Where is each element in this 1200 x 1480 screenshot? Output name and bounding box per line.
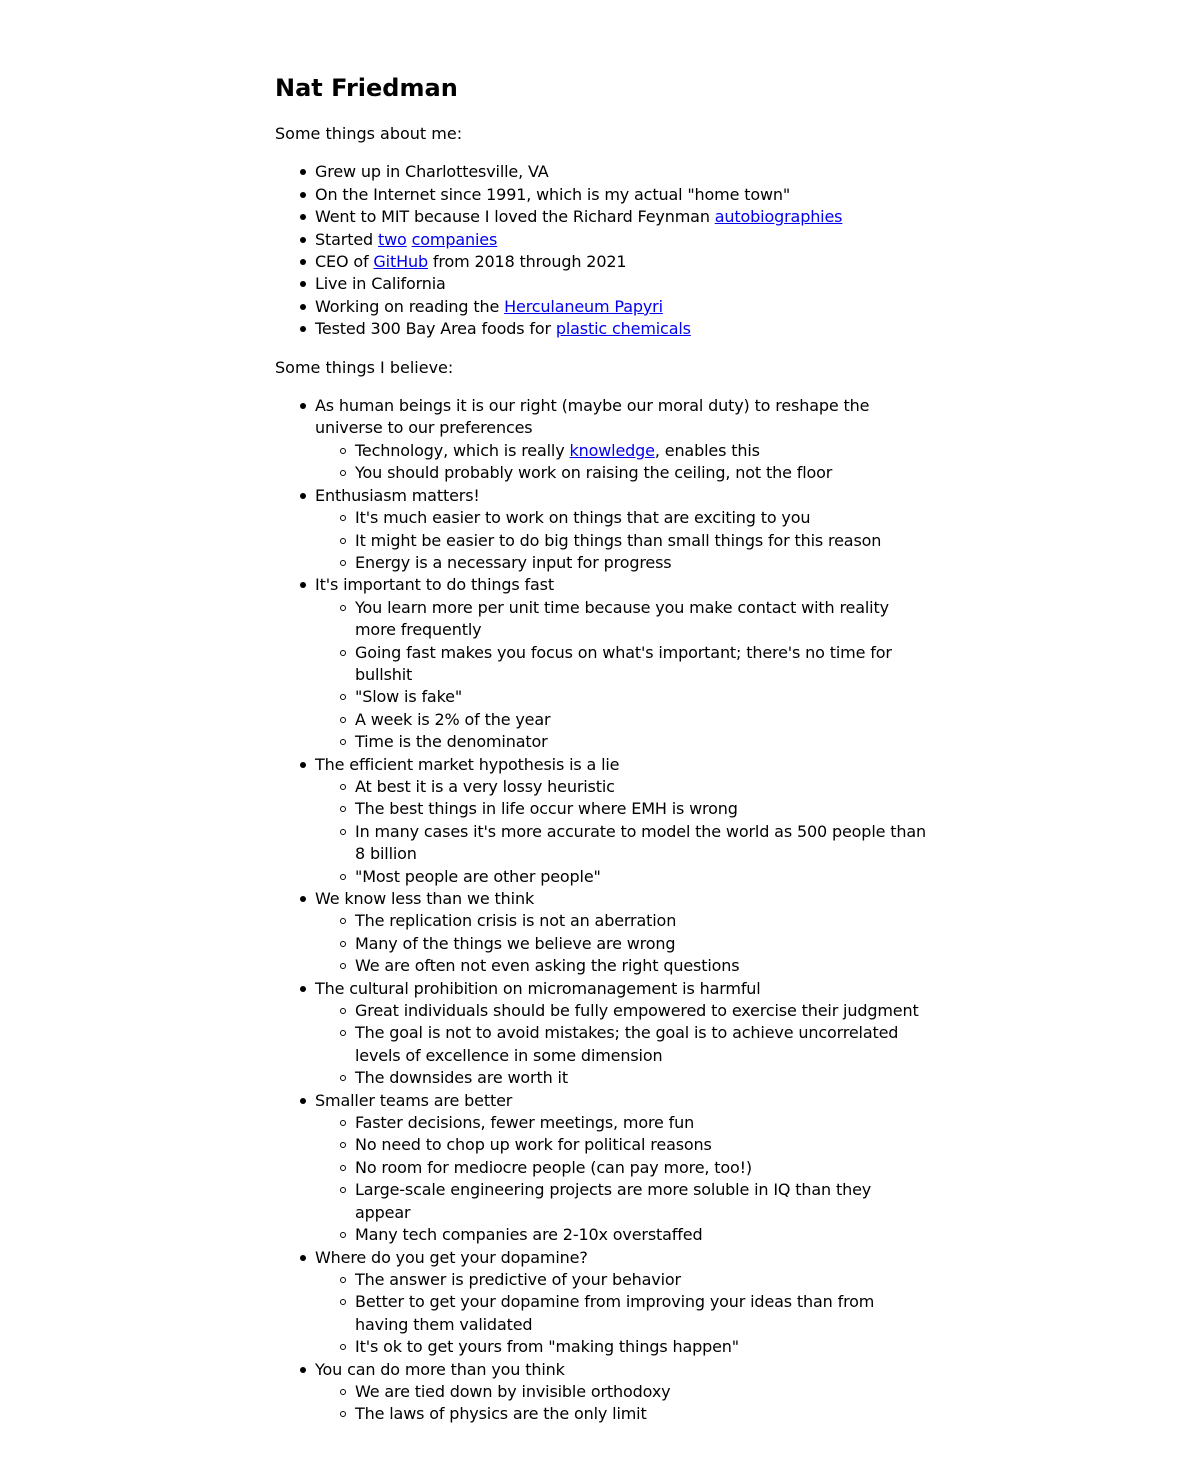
belief-subitem: No room for mediocre people (can pay more, too!) xyxy=(355,1157,930,1179)
bullet-circle-icon xyxy=(340,963,346,969)
belief-item: Where do you get your dopamine? The answer is predictive of your behavior Better to get your dopamine from improving your ideas than from having them validated It's ok to get yours from "making things happen" xyxy=(315,1247,930,1359)
belief-subitem: Time is the denominator xyxy=(355,731,930,753)
beliefs-list xyxy=(275,395,930,1426)
bullet-disc-icon xyxy=(300,582,306,588)
belief-item: The efficient market hypothesis is a lie At best it is a very lossy heuristic The best things in life occur where EMH is wrong In many cases it's more accurate to model the world as 500 people than 8 billion "Most people are other people" xyxy=(315,754,930,888)
bullet-circle-icon xyxy=(340,1344,346,1350)
bullet-circle-icon xyxy=(340,1008,346,1014)
bullet-disc-icon xyxy=(300,304,306,310)
belief-sublist xyxy=(315,776,930,888)
belief-item: It's important to do things fast You learn more per unit time because you make contact with reality more frequently Going fast makes you focus on what's important; there's no time for bullshit "Slow is fake" A week is 2% of the year Time is the denominator xyxy=(315,574,930,753)
bullet-circle-icon xyxy=(340,538,346,544)
bullet-circle-icon xyxy=(340,1165,346,1171)
bullet-disc-icon xyxy=(300,896,306,902)
belief-subitem: Better to get your dopamine from improving your ideas than from having them validated xyxy=(355,1291,930,1336)
bullet-disc-icon xyxy=(300,259,306,265)
belief-sublist xyxy=(315,1000,930,1090)
plastic-chemicals-link[interactable]: plastic chemicals xyxy=(555,319,691,339)
bullet-circle-icon xyxy=(340,717,346,723)
belief-subitem: Many of the things we believe are wrong xyxy=(355,933,930,955)
bullet-circle-icon xyxy=(340,829,346,835)
bullet-circle-icon xyxy=(340,1120,346,1126)
autobiographies-link[interactable]: autobiographies xyxy=(714,207,843,227)
bullet-circle-icon xyxy=(340,739,346,745)
belief-subitem: No need to chop up work for political reasons xyxy=(355,1134,930,1156)
bullet-circle-icon xyxy=(340,515,346,521)
herculaneum-papyri-link[interactable]: Herculaneum Papyri xyxy=(504,296,663,316)
belief-subitem: We are often not even asking the right questions xyxy=(355,955,930,977)
belief-subitem: At best it is a very lossy heuristic xyxy=(355,776,930,798)
bullet-circle-icon xyxy=(340,1075,346,1081)
belief-subitem: Going fast makes you focus on what's important; there's no time for bullshit xyxy=(355,642,930,687)
bullet-disc-icon xyxy=(300,192,306,198)
bullet-circle-icon xyxy=(340,1299,346,1305)
belief-subitem: Technology, which is really knowledge, enables this xyxy=(355,440,930,462)
about-intro: Some things about me: xyxy=(275,124,463,143)
belief-item: As human beings it is our right (maybe our moral duty) to reshape the universe to our preferences Technology, which is really knowledge, enables this You should probably work on raising the ceiling, not the floor xyxy=(315,395,930,485)
bullet-disc-icon xyxy=(300,214,306,220)
bullet-circle-icon xyxy=(340,650,346,656)
belief-subitem: A week is 2% of the year xyxy=(355,709,930,731)
bullet-disc-icon xyxy=(300,1098,306,1104)
bullet-circle-icon xyxy=(340,1142,346,1148)
belief-subitem: It's much easier to work on things that are exciting to you xyxy=(355,507,930,529)
belief-subitem: "Most people are other people" xyxy=(355,866,930,888)
belief-sublist xyxy=(315,910,930,977)
belief-subitem: Large-scale engineering projects are more soluble in IQ than they appear xyxy=(355,1179,930,1224)
belief-subitem: The downsides are worth it xyxy=(355,1067,930,1089)
belief-sublist xyxy=(315,440,930,485)
bullet-circle-icon xyxy=(340,918,346,924)
belief-item: We know less than we think The replication crisis is not an aberration Many of the things we believe are wrong We are often not even asking the right questions xyxy=(315,888,930,978)
bullet-disc-icon xyxy=(300,237,306,243)
about-item: Started two companies xyxy=(315,229,930,251)
bullet-circle-icon xyxy=(340,806,346,812)
about-item: Grew up in Charlottesville, VA xyxy=(315,161,930,183)
belief-subitem: The goal is not to avoid mistakes; the goal is to achieve uncorrelated levels of excellence in some dimension xyxy=(355,1022,930,1067)
bullet-circle-icon xyxy=(340,448,346,454)
belief-subitem: It's ok to get yours from "making things happen" xyxy=(355,1336,930,1358)
about-item: On the Internet since 1991, which is my actual "home town" xyxy=(315,184,930,206)
belief-subitem: The replication crisis is not an aberration xyxy=(355,910,930,932)
bullet-disc-icon xyxy=(300,986,306,992)
about-item: Working on reading the Herculaneum Papyri xyxy=(315,296,930,318)
bullet-disc-icon xyxy=(300,762,306,768)
about-item: CEO of GitHub from 2018 through 2021 xyxy=(315,251,930,273)
bullet-circle-icon xyxy=(340,1030,346,1036)
companies-link[interactable]: companies xyxy=(411,229,498,249)
bullet-circle-icon xyxy=(340,941,346,947)
belief-subitem: Energy is a necessary input for progress xyxy=(355,552,930,574)
about-item: Live in California xyxy=(315,273,930,295)
about-list xyxy=(275,161,930,340)
belief-sublist xyxy=(315,597,930,754)
about-item: Went to MIT because I loved the Richard Feynman autobiographies xyxy=(315,206,930,228)
page-content xyxy=(275,0,930,1426)
bullet-circle-icon xyxy=(340,1187,346,1193)
belief-sublist xyxy=(315,1112,930,1246)
belief-subitem: Faster decisions, fewer meetings, more fun xyxy=(355,1112,930,1134)
bullet-circle-icon xyxy=(340,694,346,700)
bullet-disc-icon xyxy=(300,1367,306,1373)
belief-subitem: Great individuals should be fully empowered to exercise their judgment xyxy=(355,1000,930,1022)
bullet-circle-icon xyxy=(340,1277,346,1283)
bullet-disc-icon xyxy=(300,403,306,409)
knowledge-link[interactable]: knowledge xyxy=(569,440,655,460)
belief-subitem: The laws of physics are the only limit xyxy=(355,1403,930,1425)
belief-subitem: It might be easier to do big things than small things for this reason xyxy=(355,530,930,552)
belief-subitem: The answer is predictive of your behavior xyxy=(355,1269,930,1291)
bullet-disc-icon xyxy=(300,493,306,499)
belief-subitem: "Slow is fake" xyxy=(355,686,930,708)
belief-subitem: In many cases it's more accurate to model the world as 500 people than 8 billion xyxy=(355,821,930,866)
bullet-disc-icon xyxy=(300,326,306,332)
bullet-circle-icon xyxy=(340,784,346,790)
bullet-circle-icon xyxy=(340,1232,346,1238)
belief-subitem: You learn more per unit time because you make contact with reality more frequently xyxy=(355,597,930,642)
belief-sublist xyxy=(315,1269,930,1359)
bullet-disc-icon xyxy=(300,281,306,287)
two-link[interactable]: two xyxy=(377,229,407,249)
belief-subitem: We are tied down by invisible orthodoxy xyxy=(355,1381,930,1403)
bullet-circle-icon xyxy=(340,874,346,880)
belief-subitem: Many tech companies are 2-10x overstaffed xyxy=(355,1224,930,1246)
github-link[interactable]: GitHub xyxy=(373,252,428,272)
bullet-circle-icon xyxy=(340,605,346,611)
belief-sublist xyxy=(315,1381,930,1426)
bullet-disc-icon xyxy=(300,169,306,175)
belief-subitem: You should probably work on raising the ceiling, not the floor xyxy=(355,462,930,484)
beliefs-intro: Some things I believe: xyxy=(275,357,454,377)
page-title: Nat Friedman xyxy=(275,74,458,102)
bullet-circle-icon xyxy=(340,560,346,566)
bullet-disc-icon xyxy=(300,1255,306,1261)
bullet-circle-icon xyxy=(340,1389,346,1395)
belief-item: Enthusiasm matters! It's much easier to work on things that are exciting to you It might be easier to do big things than small things for this reason Energy is a necessary input for progress xyxy=(315,485,930,575)
belief-item: Smaller teams are better Faster decisions, fewer meetings, more fun No need to chop up work for political reasons No room for mediocre people (can pay more, too!) Large-scale engineering projects are more soluble in IQ than they appear Many tech companies are 2-10x overstaffed xyxy=(315,1090,930,1247)
belief-item: You can do more than you think We are tied down by invisible orthodoxy The laws of physics are the only limit xyxy=(315,1359,930,1426)
belief-sublist xyxy=(315,507,930,574)
bullet-circle-icon xyxy=(340,470,346,476)
bullet-circle-icon xyxy=(340,1411,346,1417)
belief-subitem: The best things in life occur where EMH is wrong xyxy=(355,798,930,820)
belief-item: The cultural prohibition on micromanagement is harmful Great individuals should be fully empowered to exercise their judgment The goal is not to avoid mistakes; the goal is to achieve uncorrelated levels of excellence in some dimension The downsides are worth it xyxy=(315,978,930,1090)
about-item: Tested 300 Bay Area foods for plastic chemicals xyxy=(315,318,930,340)
